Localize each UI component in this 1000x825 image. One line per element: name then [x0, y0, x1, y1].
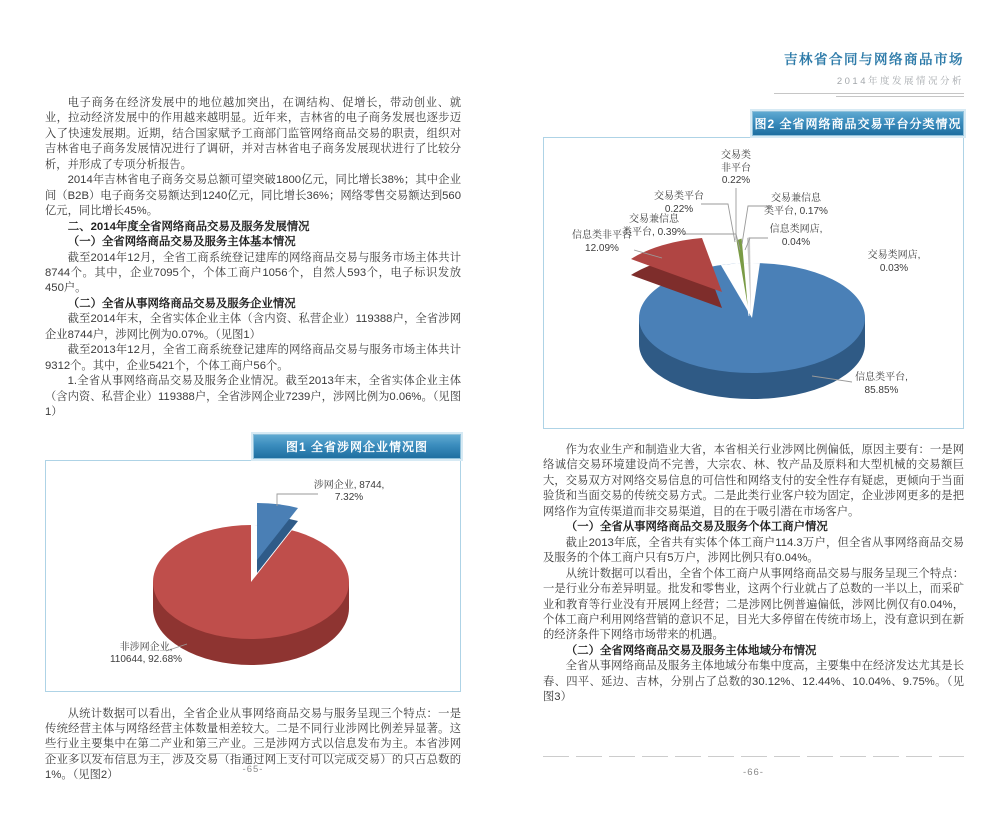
page-66: [543, 0, 964, 825]
paragraph: 全省从事网络商品及服务主体地域分布集中度高，主要集中在经济发达尤其是长春、四平、延边、吉林，分别占了总数的30.12%、12.44%、10.04%、9.75%。（见图3）: [543, 660, 964, 704]
pie-label-info-platform: [829, 372, 934, 397]
paragraph: 1.全省从事网络商品交易及服务企业情况。截至2013年末，全省实体企业主体（含内资、私营企业）119388户，全省涉网企业7239户，涉网比例为0.06%。（见图1）: [45, 375, 461, 419]
paragraph: 截至2014年末，全省实体企业主体（含内资、私营企业）119388户，全省涉网企业8744户，涉网比例为0.07%。（见图1）: [45, 313, 461, 341]
label-line: 类平台, 0.39%: [622, 226, 686, 238]
section-heading: 二、2014年度全省网络商品交易及服务发展情况: [67, 220, 310, 233]
page-65: [45, 0, 461, 825]
label-line: 0.22%: [721, 175, 751, 186]
figure1-title: 图1 全省涉网企业情况图: [285, 439, 428, 454]
figure2-title: 图2 全省网络商品交易平台分类情况: [754, 117, 962, 131]
pie-label-info-nonplatform: [552, 230, 652, 255]
label-line: 交易类: [721, 150, 751, 161]
sub-heading: （一）全省从事网络商品交易及服务个体工商户情况: [565, 521, 828, 534]
page-subtitle: 2014年度发展情况分析: [836, 76, 964, 87]
pie-label-online: [284, 480, 414, 505]
sub-heading: （二）全省从事网络商品交易及服务企业情况: [67, 297, 296, 310]
label-line: 信息类平台,: [855, 372, 908, 383]
footer-rule: [543, 756, 964, 757]
label-line: 交易兼信息: [771, 193, 821, 204]
paragraph: 作为农业生产和制造业大省，本省相关行业涉网比例偏低，原因主要有：一是网络诚信交易环境建设尚不完善，大宗农、林、牧产品及原料和大型机械的交易额巨大，交易双方对网络交易信息的可信性和网络支付的安全性存有疑虑，更倾向于当面验货和当面交易的传统交易方式。二是此类行业客户较为固定，企业涉网更多的是把网络作为宣传渠道而非交易渠道，目的在于吸引潜在市场客户。: [543, 444, 964, 518]
label-line: 信息类网店,: [769, 224, 823, 235]
paragraph: 截止2013年底，全省共有实体个体工商户114.3万户，但全省从事网络商品交易及服务的个体工商户只有5万户，涉网比例只有0.04%。: [543, 536, 964, 565]
label-line: 信息类非平台: [572, 230, 632, 241]
figure2-chart-area: [543, 137, 964, 429]
label-line: 非平台: [721, 162, 751, 174]
paragraph: 2014年吉林省电子商务交易总额可望突破1800亿元，同比增长38%；其中企业间（B2B）电子商务交易额达到1240亿元，同比增长36%；网络零售交易额达到560亿元，同比增长45%。: [45, 174, 461, 218]
label-line: 0.03%: [879, 262, 909, 274]
paragraph: 从统计数据可以看出，全省企业从事网络商品交易与服务呈现三个特点：一是传统经营主体与网络经营主体数量相差较大。二是不同行业涉网比例差异显著。这些行业主要集中在第二产业和第三产业。三是涉网方式以信息发布为主。本省涉网企业多以发布信息为主，涉及交易（指通过网上支付可以完成交易）的只占总数的1%。（见图2）: [45, 707, 461, 782]
page-66-text-column: [543, 443, 964, 706]
figure1-title-bar: [253, 434, 461, 459]
paragraph: 截至2013年12月，全省工商系统登记建库的网络商品交易与服务市场主体共计9312个。其中，企业5421个，个体工商户56个。: [45, 344, 461, 372]
pie-label-online-line2: 7.32%: [334, 492, 364, 504]
label-line: 85.85%: [864, 384, 899, 396]
page-65-text-column: [45, 96, 461, 784]
page-number: -66-: [743, 767, 764, 778]
paragraph: 电子商务在经济发展中的地位越加突出，在调结构、促增长，带动创业、就业，拉动经济发展中的作用越来越明显。近年来，吉林省的电子商务发展也逐步迈入了快速发展期。近期，结合国家赋予工商部门监管网络商品交易的职责，组织对吉林省电子商务发展情况进行了调研，并对吉林省电子商务发展现状进行了比较分析，并形成了专项分析报告。: [45, 97, 461, 171]
running-header: [543, 48, 964, 97]
sub-heading: （二）全省网络商品交易及服务主体地域分布情况: [565, 644, 817, 657]
paragraph: 从统计数据可以看出，全省个体工商户从事网络商品交易与服务呈现三个特点：一是行业分布差异明显。批发和零售业，这两个行业就占了总数的一半以上，而采矿业和教育等行业没有开展网上经营；二是涉网比例普遍偏低，涉网比例仅有0.04%，个体工商户利用网络营销的意识不足，目光大多停留在传统市场上，没有意识到在新的经济条件下网络市场带来的机遇。: [543, 567, 964, 642]
pie-label-trade-platform: [629, 191, 729, 216]
page-title: 吉林省合同与网络商品市场: [784, 52, 964, 67]
page-65-footer: [45, 753, 461, 775]
pie-label-offline: [71, 642, 221, 667]
pie-label-info-store: [746, 224, 846, 249]
figure2-title-bar: [752, 111, 964, 136]
pie-label-trade-nonplatform: [696, 150, 776, 188]
label-line: 交易类网店,: [867, 250, 921, 261]
pie-label-trade-info-platform-right: [741, 193, 851, 218]
header-rule-top: [774, 93, 964, 94]
label-line: 0.22%: [664, 203, 694, 215]
page-66-content: [543, 111, 964, 706]
page-66-footer: [543, 756, 964, 778]
pie-label-trade-store: [844, 250, 944, 275]
pie-label-offline-line1: 非涉网企业,: [119, 641, 173, 653]
figure1: [45, 434, 461, 692]
pie-label-offline-line2: 110644, 92.68%: [109, 654, 183, 666]
label-line: 交易兼信息: [629, 214, 679, 225]
footer-rule: [45, 753, 461, 754]
header-rule-bottom: [836, 96, 964, 97]
label-line: 类平台, 0.17%: [764, 205, 828, 217]
paragraph: 截至2014年12月，全省工商系统登记建库的网络商品交易与服务市场主体共计8744个。其中，企业7095个，个体工商户1056个，自然人593个，电子标识发放450户。: [45, 251, 461, 295]
label-line: 交易类平台: [654, 191, 704, 202]
label-line: 12.09%: [585, 242, 619, 254]
sub-heading: （一）全省网络商品交易及服务主体基本情况: [67, 236, 296, 249]
pie-label-online-line1: 涉网企业, 8744,: [313, 479, 385, 491]
figure2: [543, 111, 964, 429]
page-number: -65-: [242, 764, 264, 775]
figure1-chart-area: [45, 460, 461, 692]
label-line: 0.04%: [781, 236, 811, 248]
